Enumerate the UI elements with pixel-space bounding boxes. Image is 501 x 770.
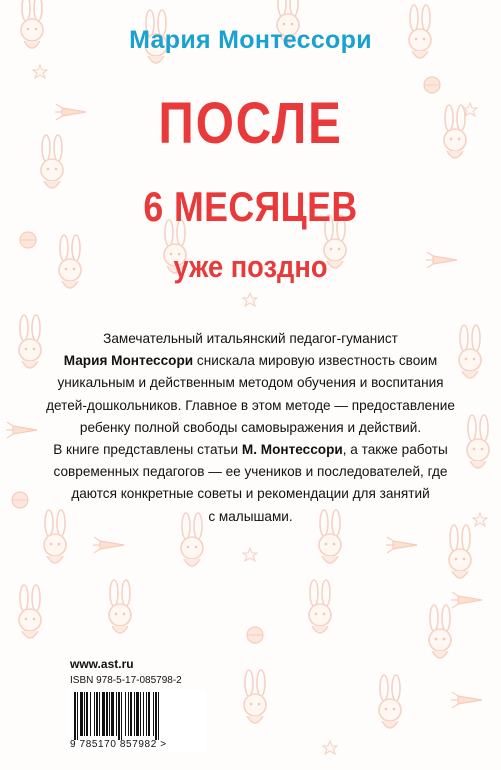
- barcode-bar: [155, 692, 157, 740]
- description-line: ребенку полной свободы самовыражения и действий.: [79, 419, 422, 435]
- barcode-bar: [121, 692, 122, 740]
- barcode-bar: [134, 692, 135, 736]
- barcode-bar: [116, 692, 117, 736]
- description-line: [38, 350, 463, 372]
- barcode-bar: [109, 692, 110, 736]
- barcode-bar: [118, 692, 120, 740]
- barcode-digits: 9 785170 857982 >: [70, 739, 167, 750]
- description-line: детей-дошкольников. Главное в этом методе — предоставление: [46, 397, 455, 413]
- barcode-bar: [153, 692, 154, 736]
- description-text: В книге представлены статьи: [53, 442, 242, 458]
- barcode-bar: [125, 692, 126, 736]
- barcode-bar: [74, 692, 76, 740]
- description-line: Замечательный итальянский педагог-гуманист: [103, 331, 398, 346]
- title-line-1: ПОСЛЕ: [158, 91, 343, 156]
- barcode-bar: [90, 692, 91, 736]
- description-line: современных педагогов — ее учеников и последователей, где: [53, 464, 448, 480]
- barcode-bar: [136, 692, 139, 736]
- barcode-bar: [140, 692, 141, 736]
- publisher-website: www.ast.ru: [70, 657, 134, 671]
- barcode-bar: [128, 692, 129, 736]
- barcode-bar: [102, 692, 105, 736]
- description-line: уникальным и действенным методом обучения и воспитания: [57, 375, 444, 391]
- barcode: [68, 690, 206, 752]
- barcode-bar: [94, 692, 95, 736]
- barcode-bar: [84, 692, 85, 736]
- description-line: даются конкретные советы и рекомендации для занятий: [71, 486, 430, 502]
- description-text: снискала мировую известность своим: [193, 353, 438, 369]
- barcode-bars: [68, 690, 206, 740]
- barcode-bar: [96, 692, 98, 736]
- author-highlight: М. Монтессори: [241, 442, 343, 458]
- barcode-bar: [130, 692, 132, 736]
- barcode-bar: [99, 692, 100, 736]
- description-line: с малышами.: [208, 508, 293, 524]
- author-name: Мария Монтессори: [129, 26, 372, 54]
- barcode-bar: [143, 692, 144, 736]
- barcode-bar: [111, 692, 114, 736]
- description-text: , а также работы: [342, 442, 448, 458]
- title-line-3: уже поздно: [173, 249, 328, 284]
- isbn-number: ISBN 978-5-17-085798-2: [70, 675, 182, 686]
- publisher-info: [70, 657, 210, 686]
- barcode-bar: [148, 692, 150, 736]
- author-highlight: Мария Монтессори: [63, 353, 194, 369]
- barcode-bar: [77, 692, 78, 740]
- barcode-bar: [106, 692, 108, 736]
- barcode-bar: [158, 692, 159, 740]
- title-line-2: 6 МЕСЯЦЕВ: [143, 183, 358, 230]
- book-description: [38, 328, 463, 528]
- description-line: [38, 439, 463, 461]
- barcode-bar: [86, 692, 88, 736]
- barcode-bar: [146, 692, 147, 736]
- barcode-bar: [80, 692, 83, 736]
